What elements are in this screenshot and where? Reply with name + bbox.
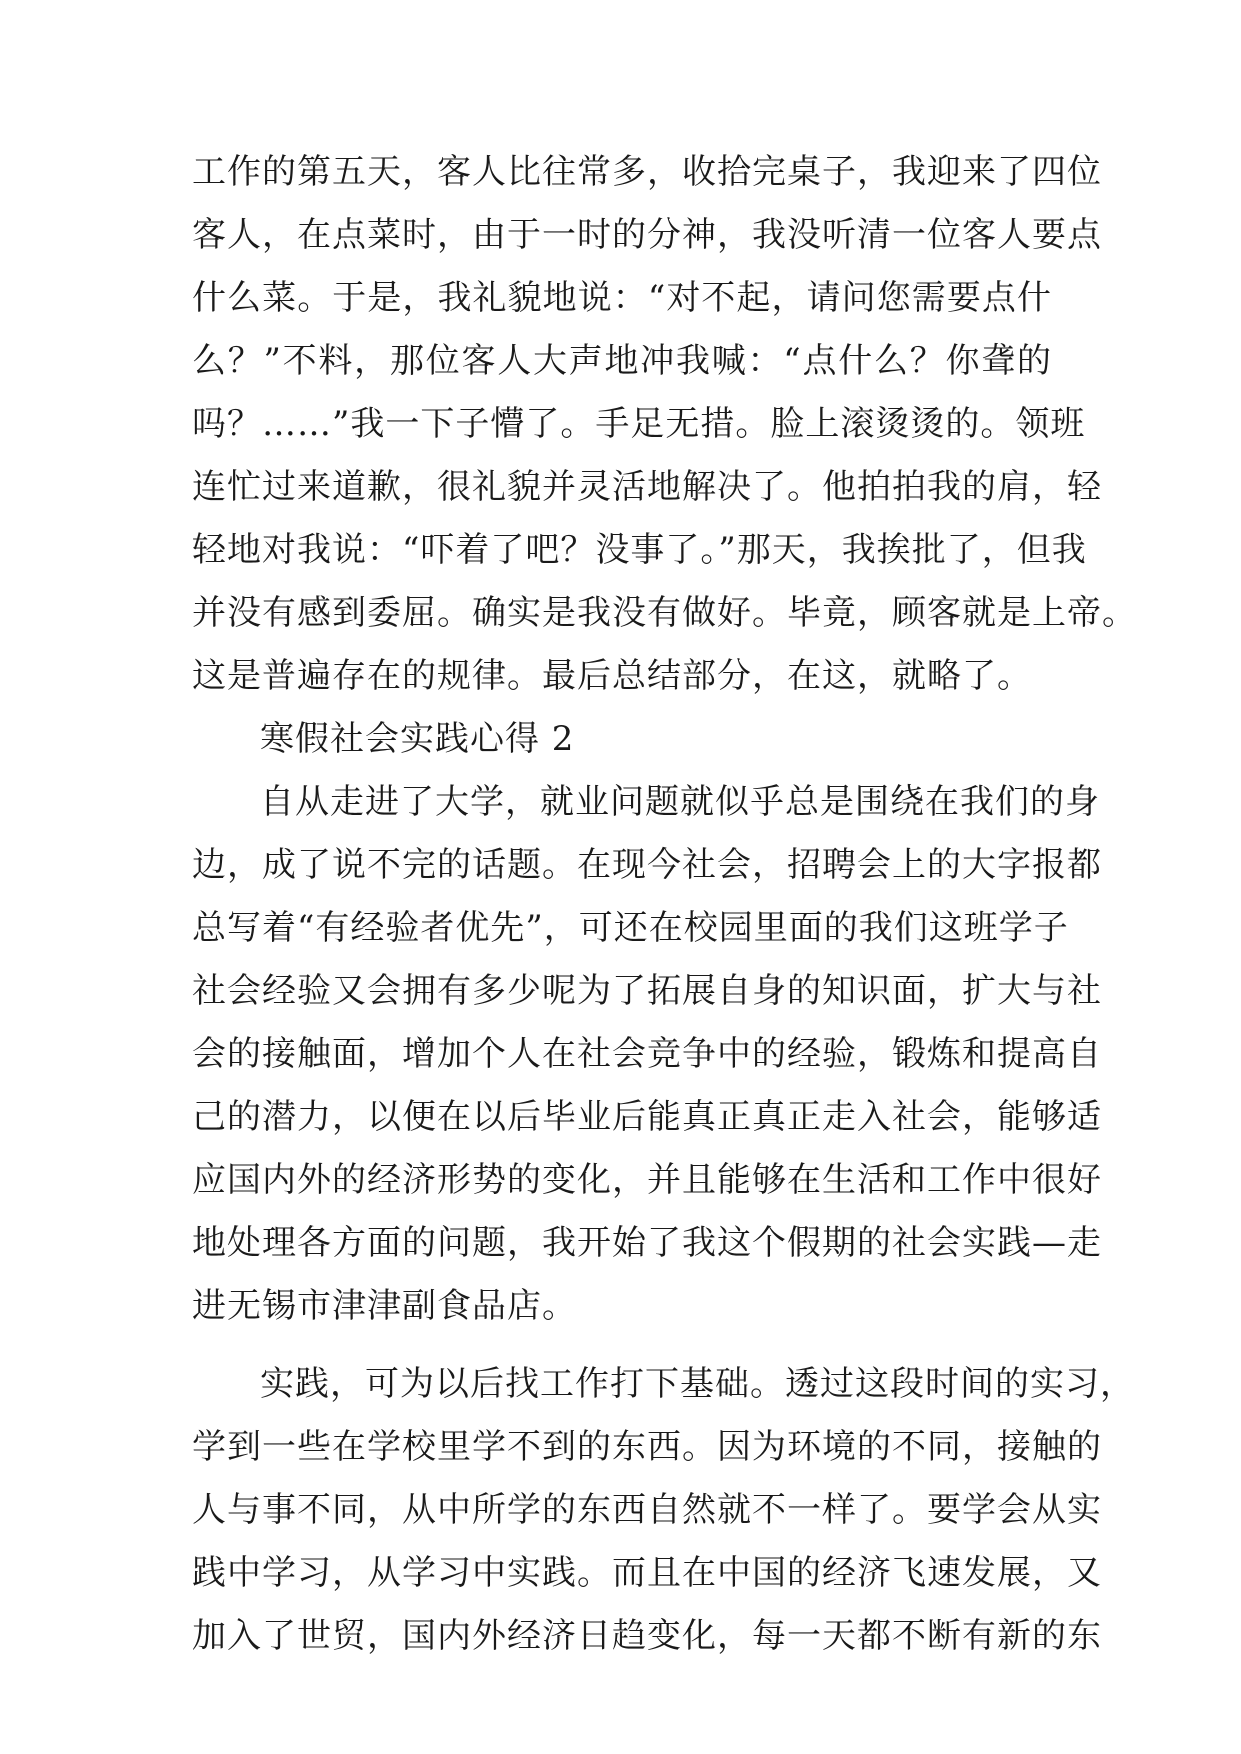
paragraph-line: 工作的第五天，客人比往常多，收拾完桌子，我迎来了四位: [192, 152, 1102, 192]
paragraph-line: 学到一些在学校里学不到的东西。因为环境的不同，接触的: [192, 1427, 1102, 1467]
paragraph-line: 会的接触面，增加个人在社会竞争中的经验，锻炼和提高自: [192, 1034, 1102, 1074]
paragraph-line: 己的潜力，以便在以后毕业后能真正真正走入社会，能够适: [192, 1097, 1102, 1137]
paragraph-line: 并没有感到委屈。确实是我没有做好。毕竟，顾客就是上帝。: [192, 593, 1137, 633]
paragraph-line: 社会经验又会拥有多少呢为了拓展自身的知识面，扩大与社: [192, 971, 1102, 1011]
paragraph-line: 轻地对我说：“吓着了吧？没事了。”那天，我挨批了，但我: [192, 530, 1087, 570]
paragraph-line: 应国内外的经济形势的变化，并且能够在生活和工作中很好: [192, 1160, 1102, 1200]
paragraph-line: 进无锡市津津副食品店。: [192, 1286, 577, 1326]
paragraph-line: 这是普遍存在的规律。最后总结部分，在这，就略了。: [192, 656, 1032, 696]
paragraph-line: 边，成了说不完的话题。在现今社会，招聘会上的大字报都: [192, 845, 1102, 885]
section-heading: 寒假社会实践心得 2: [260, 719, 575, 759]
paragraph-line: 连忙过来道歉，很礼貌并灵活地解决了。他拍拍我的肩，轻: [192, 467, 1102, 507]
paragraph-line: 实践，可为以后找工作打下基础。透过这段时间的实习，: [260, 1364, 1135, 1404]
paragraph-line: 自从走进了大学，就业问题就似乎总是围绕在我们的身: [260, 782, 1100, 822]
paragraph-line: 吗？……”我一下子懵了。手足无措。脸上滚烫烫的。领班: [192, 404, 1086, 444]
paragraph-line: 地处理各方面的问题，我开始了我这个假期的社会实践—走: [192, 1223, 1102, 1263]
paragraph-line: 总写着“有经验者优先”，可还在校园里面的我们这班学子: [192, 908, 1069, 948]
paragraph-line: 么？”不料，那位客人大声地冲我喊：“点什么？你聋的: [192, 341, 1052, 381]
paragraph-line: 人与事不同，从中所学的东西自然就不一样了。要学会从实: [192, 1490, 1102, 1530]
paragraph-line: 客人，在点菜时，由于一时的分神，我没听清一位客人要点: [192, 215, 1102, 255]
paragraph-line: 践中学习，从学习中实践。而且在中国的经济飞速发展，又: [192, 1553, 1102, 1593]
paragraph-line: 加入了世贸，国内外经济日趋变化，每一天都不断有新的东: [192, 1616, 1102, 1656]
paragraph-line: 什么菜。于是，我礼貌地说：“对不起，请问您需要点什: [192, 278, 1052, 318]
